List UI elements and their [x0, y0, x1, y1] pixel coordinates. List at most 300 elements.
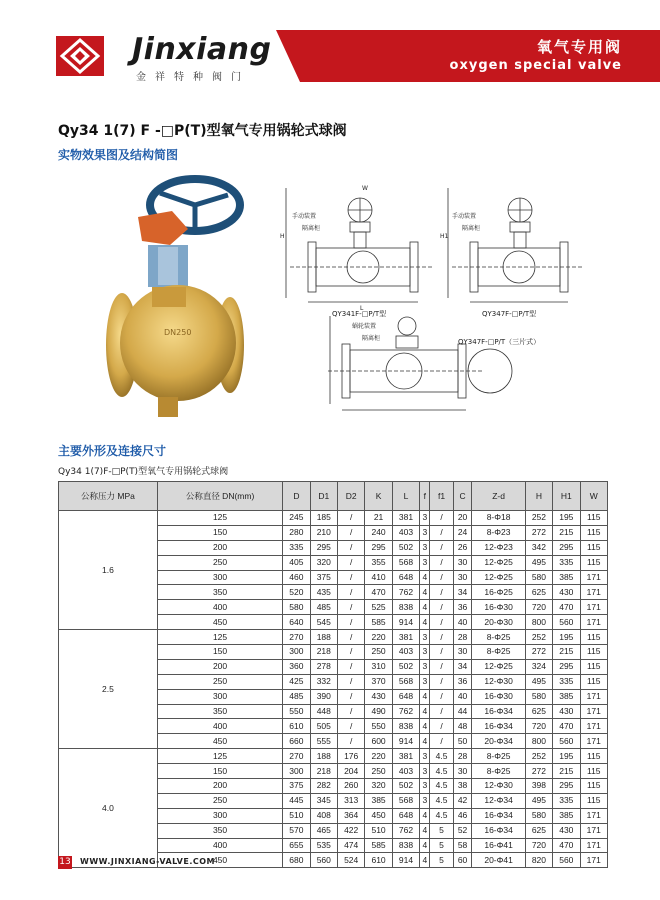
- table-cell: 30: [453, 645, 472, 660]
- column-header: D2: [337, 482, 364, 511]
- table-row: [59, 511, 608, 526]
- column-header: D: [283, 482, 310, 511]
- table-cell: 3: [420, 764, 430, 779]
- table-cell: 44: [453, 704, 472, 719]
- table-cell: 3: [420, 511, 430, 526]
- dim-w: W: [362, 185, 368, 192]
- table-cell: 171: [580, 734, 607, 749]
- table-cell: 350: [157, 585, 282, 600]
- table-cell: 171: [580, 615, 607, 630]
- table-cell: 171: [580, 853, 607, 868]
- table-cell: 4.5: [430, 808, 453, 823]
- table-cell: 580: [283, 600, 310, 615]
- table-cell: /: [337, 511, 364, 526]
- label-worm: 蜗轮装置: [352, 323, 377, 330]
- section-heading-table: 主要外形及连接尺寸: [58, 444, 167, 458]
- table-cell: 580: [525, 689, 552, 704]
- table-cell: 525: [365, 600, 392, 615]
- table-cell: 8-Φ25: [472, 645, 525, 660]
- label-manual-2: 手动装置: [452, 213, 477, 220]
- table-cell: 410: [365, 570, 392, 585]
- table-cell: 570: [283, 823, 310, 838]
- table-cell: 800: [525, 615, 552, 630]
- table-cell: 332: [310, 674, 337, 689]
- table-cell: /: [430, 600, 453, 615]
- table-cell: 313: [337, 793, 364, 808]
- table-cell: 115: [580, 511, 607, 526]
- table-cell: 625: [525, 823, 552, 838]
- table-cell: 171: [580, 823, 607, 838]
- page-title: Qy34 1(7) F -□P(T)型氧气专用锅轮式球阀: [58, 123, 347, 139]
- valve-photo: [100, 175, 260, 420]
- header-title-cn: 氧气专用阀: [536, 38, 622, 56]
- table-cell: 282: [310, 779, 337, 794]
- table-cell: 914: [392, 615, 419, 630]
- table-cell: 4: [420, 600, 430, 615]
- table-cell: 4: [420, 808, 430, 823]
- table-cell: 524: [337, 853, 364, 868]
- table-cell: 485: [283, 689, 310, 704]
- table-cell: 215: [553, 525, 580, 540]
- table-cell: 580: [525, 570, 552, 585]
- table-cell: 215: [553, 764, 580, 779]
- dim-l: L: [360, 305, 364, 312]
- table-cell: /: [337, 704, 364, 719]
- page-header: [0, 30, 660, 82]
- table-cell: 125: [157, 511, 282, 526]
- table-cell: /: [430, 630, 453, 645]
- table-cell: 125: [157, 749, 282, 764]
- table-cell: 200: [157, 779, 282, 794]
- table-cell: 4: [420, 570, 430, 585]
- table-cell: 28: [453, 749, 472, 764]
- table-cell: /: [337, 585, 364, 600]
- table-cell: 3: [420, 555, 430, 570]
- table-cell: 520: [283, 585, 310, 600]
- table-cell: 430: [365, 689, 392, 704]
- table-cell: 762: [392, 823, 419, 838]
- table-cell: 250: [157, 674, 282, 689]
- table-cell: 20: [453, 511, 472, 526]
- table-cell: 295: [365, 540, 392, 555]
- page-number: 13: [59, 857, 71, 867]
- table-cell: /: [430, 645, 453, 660]
- table-cell: 16-Φ25: [472, 585, 525, 600]
- table-cell: 350: [157, 823, 282, 838]
- table-cell: 398: [525, 779, 552, 794]
- table-cell: 914: [392, 853, 419, 868]
- table-cell: 400: [157, 719, 282, 734]
- table-cell: 3: [420, 779, 430, 794]
- table-cell: 381: [392, 630, 419, 645]
- table-cell: 38: [453, 779, 472, 794]
- table-cell: 16-Φ30: [472, 689, 525, 704]
- table-cell: 350: [157, 704, 282, 719]
- table-cell: 16-Φ34: [472, 823, 525, 838]
- table-cell: /: [337, 540, 364, 555]
- table-cell: 320: [365, 779, 392, 794]
- table-cell: /: [337, 615, 364, 630]
- table-cell: 4: [420, 853, 430, 868]
- table-cell: /: [337, 630, 364, 645]
- table-cell: 42: [453, 793, 472, 808]
- table-cell: 585: [365, 615, 392, 630]
- column-header: D1: [310, 482, 337, 511]
- table-cell: 40: [453, 615, 472, 630]
- table-cell: 3: [420, 793, 430, 808]
- table-cell: 465: [310, 823, 337, 838]
- table-cell: 295: [310, 540, 337, 555]
- svg-text:DN250: DN250: [164, 328, 192, 337]
- table-cell: 660: [283, 734, 310, 749]
- table-cell: 381: [392, 749, 419, 764]
- table-caption: Qy34 1(7)F-□P(T)型氧气专用锅轮式球阀: [58, 467, 229, 477]
- table-cell: 648: [392, 808, 419, 823]
- table-cell: 838: [392, 838, 419, 853]
- column-header: W: [580, 482, 607, 511]
- table-cell: 270: [283, 749, 310, 764]
- table-cell: 425: [283, 674, 310, 689]
- section-heading-photo: 实物效果图及结构简图: [58, 148, 179, 162]
- table-cell: 200: [157, 659, 282, 674]
- table-cell: 250: [157, 555, 282, 570]
- table-cell: 240: [365, 525, 392, 540]
- table-cell: 375: [310, 570, 337, 585]
- table-cell: 115: [580, 555, 607, 570]
- table-cell: 272: [525, 645, 552, 660]
- table-cell: 115: [580, 630, 607, 645]
- column-header: H1: [553, 482, 580, 511]
- table-cell: 24: [453, 525, 472, 540]
- structure-diagrams: [272, 178, 602, 428]
- table-cell: /: [337, 689, 364, 704]
- table-cell: 502: [392, 540, 419, 555]
- table-cell: 300: [157, 808, 282, 823]
- table-cell: 30: [453, 555, 472, 570]
- table-cell: 403: [392, 764, 419, 779]
- table-cell: 16-Φ41: [472, 838, 525, 853]
- table-cell: 550: [365, 719, 392, 734]
- table-cell: 200: [157, 540, 282, 555]
- table-cell: 502: [392, 779, 419, 794]
- table-cell: 495: [525, 674, 552, 689]
- table-cell: 245: [283, 511, 310, 526]
- table-cell: 720: [525, 719, 552, 734]
- table-cell: 195: [553, 749, 580, 764]
- table-cell: 252: [525, 511, 552, 526]
- table-cell: 403: [392, 525, 419, 540]
- table-cell: 12-Φ25: [472, 555, 525, 570]
- column-header: H: [525, 482, 552, 511]
- table-cell: 490: [365, 704, 392, 719]
- table-cell: 115: [580, 674, 607, 689]
- table-cell: 3: [420, 674, 430, 689]
- table-cell: 171: [580, 838, 607, 853]
- table-cell: 560: [553, 615, 580, 630]
- table-cell: 16-Φ34: [472, 719, 525, 734]
- dim-h1: H1: [440, 233, 449, 240]
- brand-name: Jinxiang: [132, 32, 272, 67]
- table-row: [59, 749, 608, 764]
- table-cell: 640: [283, 615, 310, 630]
- table-cell: 295: [553, 779, 580, 794]
- table-cell: /: [430, 511, 453, 526]
- table-cell: 300: [157, 570, 282, 585]
- table-cell: 4: [420, 585, 430, 600]
- table-cell: 40: [453, 689, 472, 704]
- table-cell: 505: [310, 719, 337, 734]
- table-cell: 470: [365, 585, 392, 600]
- table-cell: 600: [365, 734, 392, 749]
- brand-name-cn: 金祥特种阀门: [136, 72, 250, 83]
- table-cell: 36: [453, 600, 472, 615]
- table-cell: 218: [310, 764, 337, 779]
- column-header: K: [365, 482, 392, 511]
- table-cell: /: [430, 585, 453, 600]
- table-cell: 278: [310, 659, 337, 674]
- table-cell: 3: [420, 630, 430, 645]
- table-cell: 16-Φ34: [472, 808, 525, 823]
- table-cell: 335: [553, 555, 580, 570]
- table-cell: 150: [157, 645, 282, 660]
- table-cell: /: [337, 674, 364, 689]
- table-cell: 364: [337, 808, 364, 823]
- table-cell: /: [337, 570, 364, 585]
- table-cell: 8-Φ25: [472, 630, 525, 645]
- table-cell: 30: [453, 570, 472, 585]
- table-cell: 3: [420, 645, 430, 660]
- table-cell: 270: [283, 630, 310, 645]
- table-cell: /: [430, 704, 453, 719]
- diagram-2-label: QY347F-□P/T型: [482, 310, 537, 318]
- table-cell: 195: [553, 630, 580, 645]
- table-cell: /: [430, 540, 453, 555]
- table-cell: 320: [310, 555, 337, 570]
- table-cell: 195: [553, 511, 580, 526]
- table-cell: 4: [420, 734, 430, 749]
- table-cell: 610: [365, 853, 392, 868]
- table-cell: 450: [157, 615, 282, 630]
- table-cell: 12-Φ25: [472, 659, 525, 674]
- table-cell: 385: [553, 570, 580, 585]
- table-cell: 115: [580, 540, 607, 555]
- table-cell: 838: [392, 600, 419, 615]
- table-cell: 4.5: [430, 749, 453, 764]
- table-cell: 580: [525, 808, 552, 823]
- table-cell: 430: [553, 704, 580, 719]
- table-cell: 355: [365, 555, 392, 570]
- table-cell: 46: [453, 808, 472, 823]
- table-cell: 280: [283, 525, 310, 540]
- diagram-3-label: QY347F-□P/T（三片式）: [458, 338, 541, 346]
- column-header: Z-d: [472, 482, 525, 511]
- table-cell: 495: [525, 555, 552, 570]
- table-cell: 545: [310, 615, 337, 630]
- table-cell: 585: [365, 838, 392, 853]
- column-header: L: [392, 482, 419, 511]
- table-cell: 550: [283, 704, 310, 719]
- table-cell: /: [430, 570, 453, 585]
- table-cell: 115: [580, 525, 607, 540]
- table-cell: 360: [283, 659, 310, 674]
- table-cell: 448: [310, 704, 337, 719]
- table-cell: 400: [157, 838, 282, 853]
- table-cell: 450: [157, 734, 282, 749]
- table-cell: 430: [553, 585, 580, 600]
- table-cell: 260: [337, 779, 364, 794]
- table-cell: 408: [310, 808, 337, 823]
- table-cell: 403: [392, 645, 419, 660]
- table-cell: 12-Φ34: [472, 793, 525, 808]
- label-manual: 手动装置: [292, 213, 317, 220]
- table-cell: 5: [430, 853, 453, 868]
- table-cell: 171: [580, 585, 607, 600]
- table-cell: 34: [453, 659, 472, 674]
- table-cell: 16-Φ30: [472, 600, 525, 615]
- table-cell: 295: [553, 659, 580, 674]
- table-cell: 648: [392, 570, 419, 585]
- table-cell: 324: [525, 659, 552, 674]
- table-cell: 510: [365, 823, 392, 838]
- table-cell: 4: [420, 689, 430, 704]
- table-cell: /: [430, 734, 453, 749]
- dim-h: H: [280, 233, 285, 240]
- table-cell: 345: [310, 793, 337, 808]
- table-cell: 435: [310, 585, 337, 600]
- table-cell: 4.5: [430, 793, 453, 808]
- table-row: [59, 630, 608, 645]
- table-cell: 460: [283, 570, 310, 585]
- table-cell: 204: [337, 764, 364, 779]
- diagram-1-label: QY341F-□P/T型: [332, 310, 387, 318]
- table-cell: 115: [580, 749, 607, 764]
- table-cell: /: [337, 719, 364, 734]
- table-cell: 655: [283, 838, 310, 853]
- table-cell: 4.5: [430, 779, 453, 794]
- table-cell: 400: [157, 600, 282, 615]
- table-cell: 188: [310, 749, 337, 764]
- table-cell: 115: [580, 779, 607, 794]
- table-cell: 430: [553, 823, 580, 838]
- table-cell: 4: [420, 615, 430, 630]
- table-cell: 385: [553, 808, 580, 823]
- table-cell: /: [430, 689, 453, 704]
- table-cell: 28: [453, 630, 472, 645]
- table-cell: 335: [283, 540, 310, 555]
- table-cell: 385: [365, 793, 392, 808]
- table-cell: 560: [553, 853, 580, 868]
- table-cell: 50: [453, 734, 472, 749]
- table-cell: 12-Φ23: [472, 540, 525, 555]
- column-header: f: [420, 482, 430, 511]
- table-header-row: [59, 482, 608, 511]
- table-cell: 171: [580, 808, 607, 823]
- table-cell: 58: [453, 838, 472, 853]
- table-cell: 250: [157, 793, 282, 808]
- table-cell: 625: [525, 704, 552, 719]
- table-cell: 295: [553, 540, 580, 555]
- table-cell: /: [337, 734, 364, 749]
- table-cell: 125: [157, 630, 282, 645]
- table-cell: 390: [310, 689, 337, 704]
- table-cell: 300: [157, 689, 282, 704]
- table-cell: 300: [283, 645, 310, 660]
- table-cell: 272: [525, 764, 552, 779]
- table-cell: 470: [553, 838, 580, 853]
- table-cell: 52: [453, 823, 472, 838]
- table-cell: 3: [420, 525, 430, 540]
- table-cell: 21: [365, 511, 392, 526]
- table-cell: 555: [310, 734, 337, 749]
- table-cell: 820: [525, 853, 552, 868]
- table-cell: 8-Φ25: [472, 749, 525, 764]
- brand-logo-icon: [56, 36, 104, 76]
- table-cell: /: [337, 659, 364, 674]
- table-cell: 171: [580, 704, 607, 719]
- table-cell: 800: [525, 734, 552, 749]
- website-url: WWW.JINXIANG-VALVE.COM: [80, 857, 216, 866]
- label-isolate-3: 隔离柜: [362, 335, 381, 342]
- table-cell: /: [337, 600, 364, 615]
- table-cell: 535: [310, 838, 337, 853]
- table-cell: 342: [525, 540, 552, 555]
- table-cell: 250: [365, 645, 392, 660]
- table-cell: 12-Φ25: [472, 570, 525, 585]
- table-cell: 370: [365, 674, 392, 689]
- table-cell: 150: [157, 525, 282, 540]
- column-header: 公称直径 DN(mm): [157, 482, 282, 511]
- table-cell: 625: [525, 585, 552, 600]
- table-cell: 115: [580, 764, 607, 779]
- table-cell: 300: [283, 764, 310, 779]
- table-cell: 335: [553, 793, 580, 808]
- table-cell: 470: [553, 719, 580, 734]
- table-cell: 26: [453, 540, 472, 555]
- table-cell: 20-Φ30: [472, 615, 525, 630]
- table-cell: 470: [553, 600, 580, 615]
- table-cell: 3: [420, 749, 430, 764]
- table-cell: 762: [392, 585, 419, 600]
- table-cell: 4: [420, 838, 430, 853]
- column-header: f1: [430, 482, 453, 511]
- table-cell: 4: [420, 719, 430, 734]
- table-cell: 60: [453, 853, 472, 868]
- pressure-cell: 1.6: [59, 511, 158, 630]
- table-cell: 485: [310, 600, 337, 615]
- table-cell: 171: [580, 600, 607, 615]
- table-cell: 720: [525, 838, 552, 853]
- table-cell: /: [430, 659, 453, 674]
- table-cell: 375: [283, 779, 310, 794]
- table-cell: 36: [453, 674, 472, 689]
- table-cell: 610: [283, 719, 310, 734]
- label-isolate: 隔离柜: [302, 225, 321, 232]
- table-cell: 171: [580, 570, 607, 585]
- table-cell: 3: [420, 659, 430, 674]
- table-cell: /: [430, 719, 453, 734]
- column-header: C: [453, 482, 472, 511]
- table-cell: /: [430, 555, 453, 570]
- column-header: 公称压力 MPa: [59, 482, 158, 511]
- dimension-table: [58, 481, 608, 868]
- table-cell: 171: [580, 689, 607, 704]
- table-cell: 34: [453, 585, 472, 600]
- table-cell: 568: [392, 793, 419, 808]
- table-cell: 680: [283, 853, 310, 868]
- table-cell: 720: [525, 600, 552, 615]
- table-cell: /: [337, 645, 364, 660]
- table-cell: 115: [580, 645, 607, 660]
